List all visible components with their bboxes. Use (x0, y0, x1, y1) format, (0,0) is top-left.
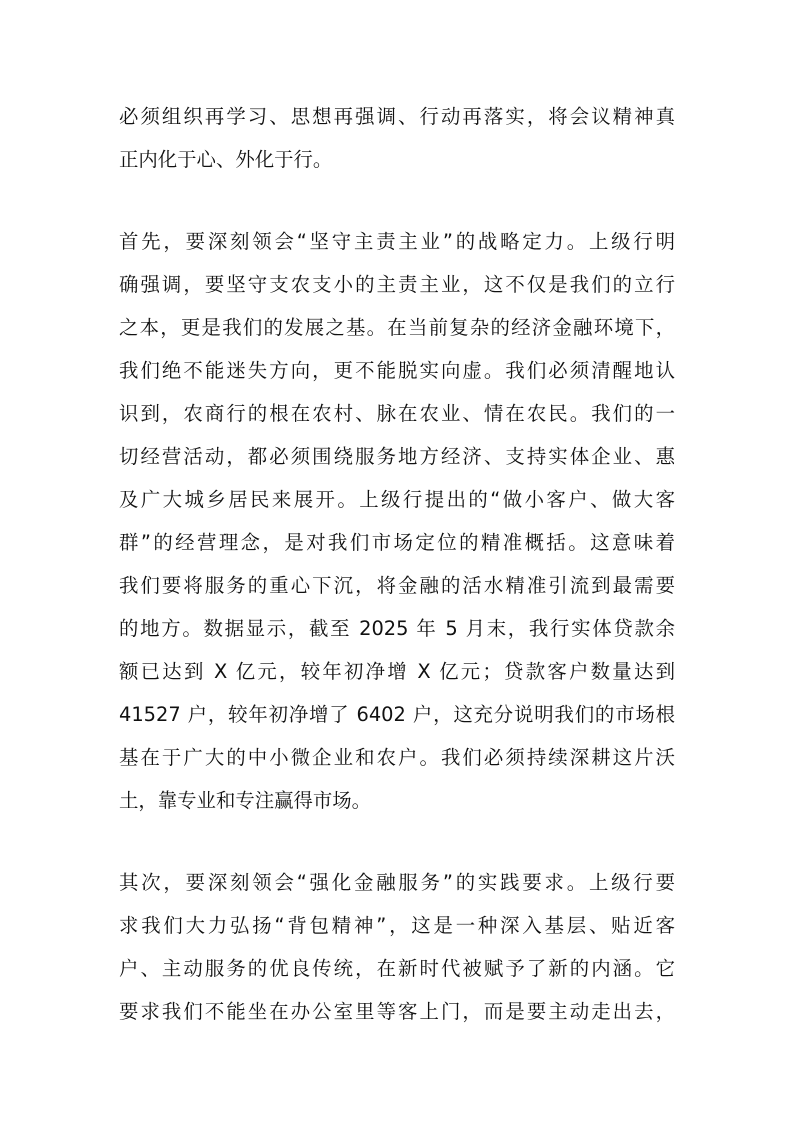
paragraph-line: 及广大城乡居民来展开。上级行提出的“做小客户、做大客 (119, 488, 675, 511)
paragraph-line: 要求我们不能坐在办公室里等客上门，而是要主动走出去， (119, 1000, 675, 1023)
paragraph-line: 之本，更是我们的发展之基。在当前复杂的经济金融环境下， (119, 316, 675, 339)
paragraph-line: 切经营活动，都必须围绕服务地方经济、支持实体企业、惠 (119, 445, 675, 468)
paragraph-line: 首先，要深刻领会“坚守主责主业”的战略定力。上级行明 (119, 230, 675, 253)
paragraph-line: 41527 户，较年初净增了 6402 户，这充分说明我们的市场根 (119, 703, 675, 726)
paragraph-line: 确强调，要坚守支农支小的主责主业，这不仅是我们的立行 (119, 273, 675, 296)
paragraph-line: 其次，要深刻领会“强化金融服务”的实践要求。上级行要 (119, 871, 675, 894)
paragraph-line: 群”的经营理念，是对我们市场定位的精准概括。这意味着 (119, 531, 675, 554)
paragraph-line: 基在于广大的中小微企业和农户。我们必须持续深耕这片沃 (119, 746, 675, 769)
paragraph-line: 我们要将服务的重心下沉，将金融的活水精准引流到最需要 (119, 574, 675, 597)
paragraph-line: 土，靠专业和专注赢得市场。 (119, 789, 372, 812)
paragraph-line: 正内化于心、外化于行。 (119, 148, 333, 171)
paragraph-line: 求我们大力弘扬“背包精神”，这是一种深入基层、贴近客 (119, 914, 675, 937)
paragraph-line: 的地方。数据显示，截至 2025 年 5 月末，我行实体贷款余 (119, 617, 675, 640)
paragraph-line: 识到，农商行的根在农村、脉在农业、情在农民。我们的一 (119, 402, 675, 425)
paragraph-line: 额已达到 X 亿元，较年初净增 X 亿元；贷款客户数量达到 (119, 660, 675, 683)
paragraph-line: 必须组织再学习、思想再强调、行动再落实，将会议精神真 (119, 105, 675, 128)
paragraph-line: 户、主动服务的优良传统，在新时代被赋予了新的内涵。它 (119, 957, 675, 980)
paragraph-line: 我们绝不能迷失方向，更不能脱实向虚。我们必须清醒地认 (119, 359, 675, 382)
